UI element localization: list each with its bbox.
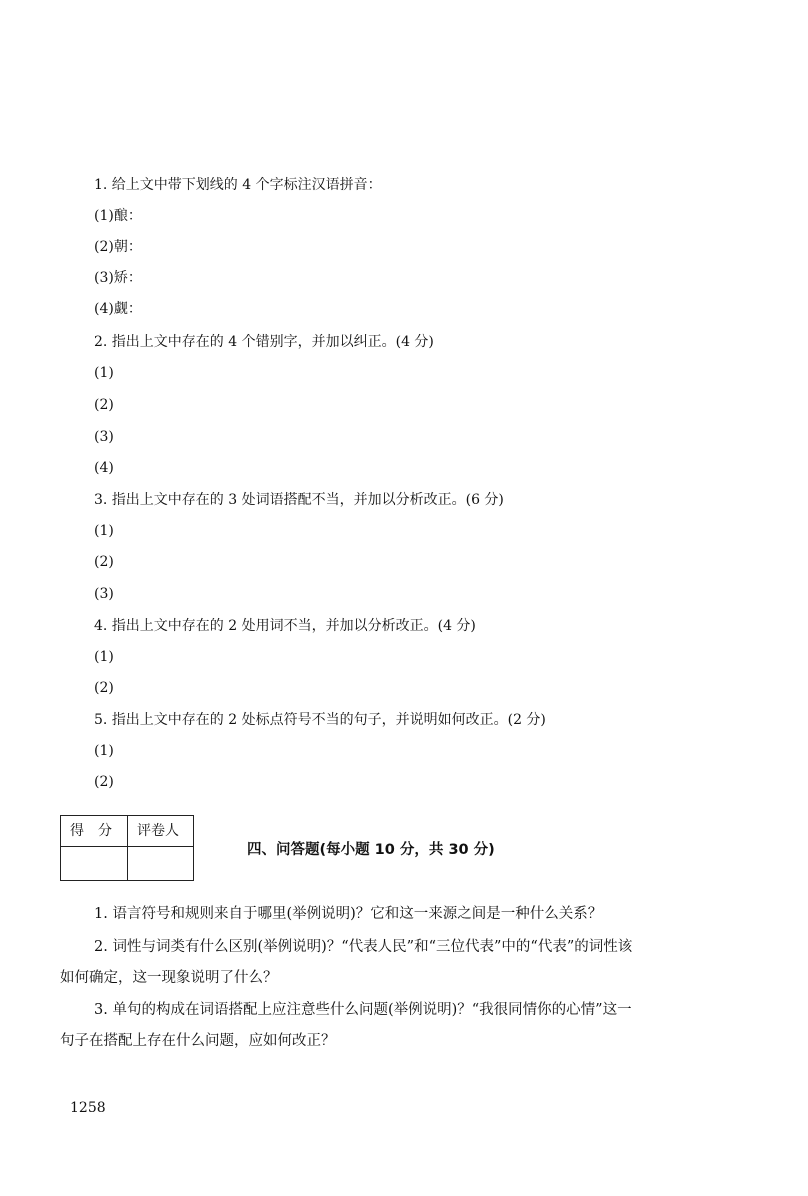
question-5-title: 5. 指出上文中存在的 2 处标点符号不当的句子，并说明如何改正。(2 分) — [94, 712, 546, 728]
sub-item: (3) — [94, 429, 114, 445]
table-divider-vertical — [127, 816, 128, 880]
sub-item: (1) — [94, 743, 114, 759]
qa-question-2-line-1: 2. 词性与词类有什么区别(举例说明)？“代表人民”和“三位代表”中的“代表”的词性该 — [94, 939, 633, 955]
qa-question-3-line-2: 句子在搭配上存在什么问题，应如何改正？ — [60, 1033, 336, 1049]
sub-item: (2)朝： — [94, 239, 142, 255]
qa-question-3-line-1: 3. 单句的构成在词语搭配上应注意些什么问题(举例说明)？“我很同情你的心情”这一 — [94, 1002, 632, 1018]
question-2-title: 2. 指出上文中存在的 4 个错别字，并加以纠正。(4 分) — [94, 334, 434, 350]
section-title: 四、问答题(每小题 10 分，共 30 分) — [247, 842, 495, 858]
sub-item: (2) — [94, 774, 114, 790]
sub-item: (3)矫： — [94, 270, 142, 286]
sub-item: (2) — [94, 554, 114, 570]
sub-item: (1) — [94, 649, 114, 665]
grader-label: 评卷人 — [137, 823, 179, 839]
sub-item: (2) — [94, 680, 114, 696]
score-label: 得 分 — [70, 823, 112, 839]
qa-question-1: 1. 语言符号和规则来自于哪里(举例说明)？它和这一来源之间是一种什么关系？ — [94, 906, 603, 922]
sub-item: (1) — [94, 365, 114, 381]
sub-item: (2) — [94, 397, 114, 413]
score-table — [60, 815, 194, 881]
question-3-title: 3. 指出上文中存在的 3 处词语搭配不当，并加以分析改正。(6 分) — [94, 492, 504, 508]
sub-item: (4) — [94, 460, 114, 476]
sub-item: (1)酿： — [94, 208, 142, 224]
sub-item: (4)觑： — [94, 301, 142, 317]
qa-question-2-line-2: 如何确定，这一现象说明了什么？ — [60, 970, 278, 986]
sub-item: (1) — [94, 523, 114, 539]
question-1-title: 1. 给上文中带下划线的 4 个字标注汉语拼音： — [94, 177, 382, 193]
page-number: 1258 — [70, 1100, 106, 1116]
question-4-title: 4. 指出上文中存在的 2 处用词不当，并加以分析改正。(4 分) — [94, 618, 476, 634]
sub-item: (3) — [94, 586, 114, 602]
